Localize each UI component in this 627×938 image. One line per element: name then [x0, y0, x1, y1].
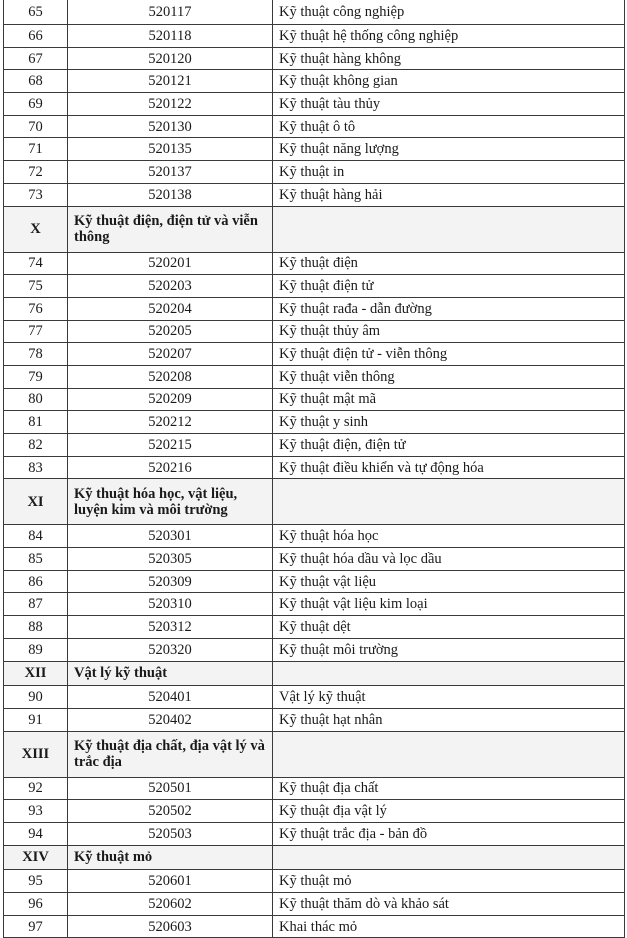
major-name: Kỹ thuật năng lượng	[273, 138, 625, 161]
row-number: 67	[4, 47, 68, 70]
row-number: 89	[4, 638, 68, 661]
row-number: 71	[4, 138, 68, 161]
majors-table-body	[4, 0, 625, 938]
table-row	[4, 252, 625, 275]
major-name: Kỹ thuật điều khiển và tự động hóa	[273, 456, 625, 479]
table-row	[4, 548, 625, 571]
table-row	[4, 915, 625, 938]
major-code: 520320	[68, 638, 273, 661]
row-number: 81	[4, 411, 68, 434]
major-code: 520401	[68, 686, 273, 709]
table-row	[4, 708, 625, 731]
row-number: 87	[4, 593, 68, 616]
major-name: Kỹ thuật điện tử	[273, 275, 625, 298]
major-name: Kỹ thuật viễn thông	[273, 365, 625, 388]
group-empty-cell	[273, 661, 625, 686]
row-number: 92	[4, 777, 68, 800]
table-row	[4, 93, 625, 116]
group-row	[4, 845, 625, 870]
group-roman-numeral: XII	[4, 661, 68, 686]
table-row	[4, 25, 625, 48]
row-number: 96	[4, 893, 68, 916]
major-name: Kỹ thuật địa vật lý	[273, 800, 625, 823]
row-number: 97	[4, 915, 68, 938]
major-name: Kỹ thuật hạt nhân	[273, 708, 625, 731]
row-number: 78	[4, 343, 68, 366]
major-name: Kỹ thuật thăm dò và khảo sát	[273, 893, 625, 916]
table-row	[4, 638, 625, 661]
major-name: Kỹ thuật hóa học	[273, 525, 625, 548]
major-code: 520207	[68, 343, 273, 366]
major-name: Kỹ thuật mật mã	[273, 388, 625, 411]
major-code: 520601	[68, 870, 273, 893]
row-number: 85	[4, 548, 68, 571]
group-title: Vật lý kỹ thuật	[68, 661, 273, 686]
major-name: Kỹ thuật không gian	[273, 70, 625, 93]
table-row	[4, 434, 625, 457]
table-row	[4, 570, 625, 593]
major-code: 520138	[68, 183, 273, 206]
major-name: Khai thác mỏ	[273, 915, 625, 938]
table-row	[4, 411, 625, 434]
group-roman-numeral: XIV	[4, 845, 68, 870]
table-row	[4, 365, 625, 388]
row-number: 65	[4, 0, 68, 25]
table-row	[4, 138, 625, 161]
major-code: 520120	[68, 47, 273, 70]
major-name: Kỹ thuật vật liệu	[273, 570, 625, 593]
row-number: 77	[4, 320, 68, 343]
major-code: 520130	[68, 115, 273, 138]
major-code: 520309	[68, 570, 273, 593]
major-code: 520310	[68, 593, 273, 616]
table-row	[4, 525, 625, 548]
major-name: Kỹ thuật hóa dầu và lọc dầu	[273, 548, 625, 571]
row-number: 73	[4, 183, 68, 206]
row-number: 80	[4, 388, 68, 411]
table-row	[4, 593, 625, 616]
group-roman-numeral: X	[4, 206, 68, 252]
row-number: 90	[4, 686, 68, 709]
row-number: 76	[4, 297, 68, 320]
table-row	[4, 161, 625, 184]
major-name: Kỹ thuật điện, điện tử	[273, 434, 625, 457]
major-code: 520121	[68, 70, 273, 93]
row-number: 88	[4, 616, 68, 639]
major-code: 520135	[68, 138, 273, 161]
table-row	[4, 870, 625, 893]
table-row	[4, 343, 625, 366]
row-number: 79	[4, 365, 68, 388]
row-number: 84	[4, 525, 68, 548]
table-row	[4, 822, 625, 845]
major-code: 520118	[68, 25, 273, 48]
row-number: 72	[4, 161, 68, 184]
majors-table	[3, 0, 625, 938]
major-name: Kỹ thuật thủy âm	[273, 320, 625, 343]
major-code: 520203	[68, 275, 273, 298]
group-roman-numeral: XI	[4, 479, 68, 525]
table-row	[4, 893, 625, 916]
group-row	[4, 206, 625, 252]
major-name: Kỹ thuật điện	[273, 252, 625, 275]
table-row	[4, 800, 625, 823]
major-code: 520503	[68, 822, 273, 845]
major-name: Kỹ thuật ô tô	[273, 115, 625, 138]
group-empty-cell	[273, 731, 625, 777]
major-code: 520602	[68, 893, 273, 916]
major-code: 520402	[68, 708, 273, 731]
major-name: Kỹ thuật công nghiệp	[273, 0, 625, 25]
major-code: 520205	[68, 320, 273, 343]
major-code: 520117	[68, 0, 273, 25]
row-number: 86	[4, 570, 68, 593]
major-code: 520122	[68, 93, 273, 116]
group-row	[4, 479, 625, 525]
group-empty-cell	[273, 845, 625, 870]
group-row	[4, 731, 625, 777]
major-name: Kỹ thuật hệ thống công nghiệp	[273, 25, 625, 48]
major-code: 520137	[68, 161, 273, 184]
major-code: 520301	[68, 525, 273, 548]
table-row	[4, 456, 625, 479]
major-code: 520603	[68, 915, 273, 938]
table-row	[4, 320, 625, 343]
row-number: 95	[4, 870, 68, 893]
major-name: Kỹ thuật trắc địa - bản đồ	[273, 822, 625, 845]
group-empty-cell	[273, 206, 625, 252]
group-title: Kỹ thuật điện, điện tử và viễn thông	[68, 206, 273, 252]
major-code: 520204	[68, 297, 273, 320]
table-row	[4, 616, 625, 639]
major-code: 520501	[68, 777, 273, 800]
row-number: 82	[4, 434, 68, 457]
table-row	[4, 47, 625, 70]
major-name: Vật lý kỹ thuật	[273, 686, 625, 709]
major-code: 520305	[68, 548, 273, 571]
major-name: Kỹ thuật rađa - dẫn đường	[273, 297, 625, 320]
table-row	[4, 297, 625, 320]
major-name: Kỹ thuật dệt	[273, 616, 625, 639]
major-code: 520212	[68, 411, 273, 434]
table-row	[4, 275, 625, 298]
table-row	[4, 686, 625, 709]
table-row	[4, 70, 625, 93]
group-row	[4, 661, 625, 686]
table-row	[4, 0, 625, 25]
group-title: Kỹ thuật mỏ	[68, 845, 273, 870]
major-code: 520216	[68, 456, 273, 479]
row-number: 69	[4, 93, 68, 116]
major-code: 520502	[68, 800, 273, 823]
table-row	[4, 777, 625, 800]
major-code: 520215	[68, 434, 273, 457]
major-name: Kỹ thuật địa chất	[273, 777, 625, 800]
row-number: 68	[4, 70, 68, 93]
major-name: Kỹ thuật vật liệu kim loại	[273, 593, 625, 616]
major-code: 520209	[68, 388, 273, 411]
group-empty-cell	[273, 479, 625, 525]
row-number: 74	[4, 252, 68, 275]
major-name: Kỹ thuật điện tử - viễn thông	[273, 343, 625, 366]
major-name: Kỹ thuật y sinh	[273, 411, 625, 434]
major-code: 520208	[68, 365, 273, 388]
group-title: Kỹ thuật địa chất, địa vật lý và trắc địa	[68, 731, 273, 777]
row-number: 93	[4, 800, 68, 823]
row-number: 75	[4, 275, 68, 298]
row-number: 70	[4, 115, 68, 138]
major-name: Kỹ thuật hàng hải	[273, 183, 625, 206]
row-number: 94	[4, 822, 68, 845]
major-name: Kỹ thuật môi trường	[273, 638, 625, 661]
group-title: Kỹ thuật hóa học, vật liệu, luyện kim và môi trường	[68, 479, 273, 525]
group-roman-numeral: XIII	[4, 731, 68, 777]
major-name: Kỹ thuật mỏ	[273, 870, 625, 893]
row-number: 83	[4, 456, 68, 479]
major-name: Kỹ thuật hàng không	[273, 47, 625, 70]
table-row	[4, 183, 625, 206]
table-row	[4, 388, 625, 411]
row-number: 91	[4, 708, 68, 731]
major-name: Kỹ thuật in	[273, 161, 625, 184]
row-number: 66	[4, 25, 68, 48]
major-code: 520312	[68, 616, 273, 639]
major-name: Kỹ thuật tàu thủy	[273, 93, 625, 116]
major-code: 520201	[68, 252, 273, 275]
table-row	[4, 115, 625, 138]
